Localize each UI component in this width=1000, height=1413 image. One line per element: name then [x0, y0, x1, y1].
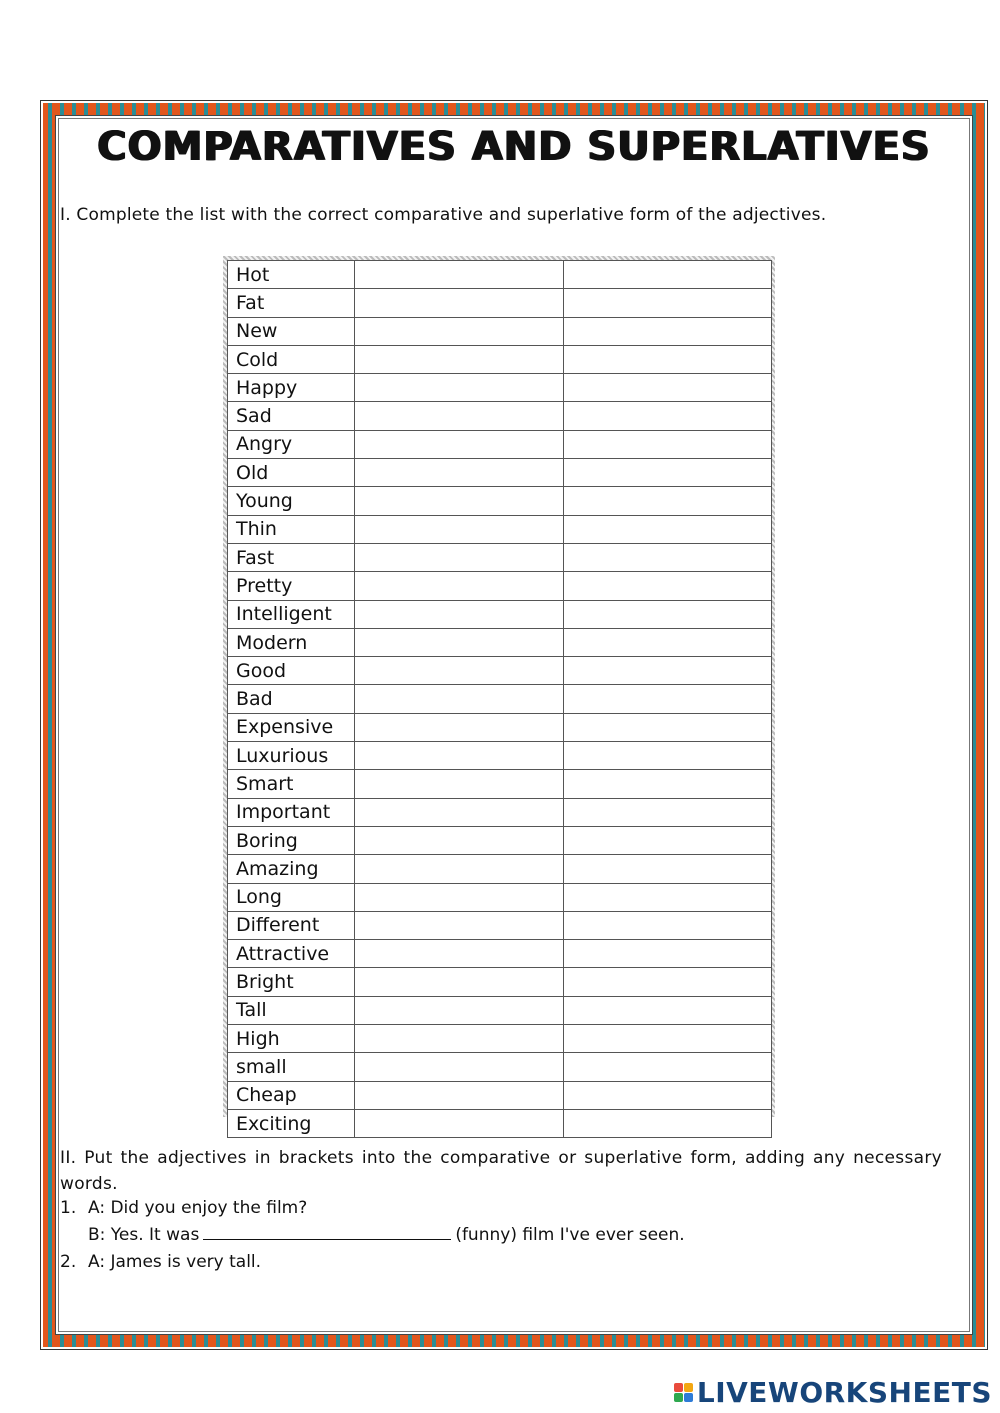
- table-row: [228, 1025, 772, 1053]
- superlative-answer-cell[interactable]: [564, 968, 772, 996]
- comparative-answer-cell[interactable]: [355, 345, 564, 373]
- liveworksheets-logo-text: LIVEWORKSHEETS: [696, 1376, 992, 1409]
- superlative-answer-cell[interactable]: [564, 855, 772, 883]
- logo-square-3: [674, 1393, 683, 1402]
- table-row: [228, 968, 772, 996]
- table-row: [228, 600, 772, 628]
- comparative-answer-cell[interactable]: [355, 487, 564, 515]
- table-row: [228, 572, 772, 600]
- superlative-answer-cell[interactable]: [564, 600, 772, 628]
- table-row: [228, 770, 772, 798]
- adjective-cell: Bright: [228, 968, 355, 996]
- liveworksheets-logo-icon: [674, 1383, 693, 1402]
- comparative-answer-cell[interactable]: [355, 1025, 564, 1053]
- comparative-answer-cell[interactable]: [355, 996, 564, 1024]
- comparative-answer-cell[interactable]: [355, 459, 564, 487]
- table-row: [228, 1109, 772, 1137]
- table-row: [228, 402, 772, 430]
- comparative-answer-cell[interactable]: [355, 628, 564, 656]
- table-row: [228, 798, 772, 826]
- superlative-answer-cell[interactable]: [564, 685, 772, 713]
- table-row: [228, 628, 772, 656]
- comparative-answer-cell[interactable]: [355, 572, 564, 600]
- comparative-answer-cell[interactable]: [355, 1081, 564, 1109]
- superlative-answer-cell[interactable]: [564, 657, 772, 685]
- adjective-cell: Expensive: [228, 713, 355, 741]
- comparative-answer-cell[interactable]: [355, 402, 564, 430]
- adjective-cell: Important: [228, 798, 355, 826]
- adjective-cell: Hot: [228, 261, 355, 289]
- superlative-answer-cell[interactable]: [564, 996, 772, 1024]
- comparative-answer-cell[interactable]: [355, 685, 564, 713]
- superlative-answer-cell[interactable]: [564, 345, 772, 373]
- comparative-answer-cell[interactable]: [355, 317, 564, 345]
- comparative-answer-cell[interactable]: [355, 289, 564, 317]
- superlative-answer-cell[interactable]: [564, 826, 772, 854]
- comparative-answer-cell[interactable]: [355, 1053, 564, 1081]
- superlative-answer-cell[interactable]: [564, 1025, 772, 1053]
- exercise-1-number: 1.: [60, 1198, 77, 1218]
- comparative-answer-cell[interactable]: [355, 770, 564, 798]
- adjective-cell: High: [228, 1025, 355, 1053]
- adjective-cell: Attractive: [228, 940, 355, 968]
- table-row: [228, 685, 772, 713]
- comparative-answer-cell[interactable]: [355, 600, 564, 628]
- adjective-table-frame: [223, 256, 775, 1135]
- table-row: [228, 261, 772, 289]
- adjective-cell: Cheap: [228, 1081, 355, 1109]
- superlative-answer-cell[interactable]: [564, 402, 772, 430]
- table-row: [228, 657, 772, 685]
- comparative-answer-cell[interactable]: [355, 515, 564, 543]
- superlative-answer-cell[interactable]: [564, 487, 772, 515]
- comparative-answer-cell[interactable]: [355, 543, 564, 571]
- superlative-answer-cell[interactable]: [564, 1053, 772, 1081]
- table-row: [228, 883, 772, 911]
- adjective-cell: Exciting: [228, 1109, 355, 1137]
- adjective-cell: Good: [228, 657, 355, 685]
- comparative-answer-cell[interactable]: [355, 883, 564, 911]
- adjective-cell: Smart: [228, 770, 355, 798]
- comparative-answer-cell[interactable]: [355, 430, 564, 458]
- comparative-answer-cell[interactable]: [355, 826, 564, 854]
- adjective-cell: Pretty: [228, 572, 355, 600]
- table-row: [228, 826, 772, 854]
- table-row: [228, 459, 772, 487]
- adjective-cell: Young: [228, 487, 355, 515]
- comparative-answer-cell[interactable]: [355, 713, 564, 741]
- comparative-answer-cell[interactable]: [355, 968, 564, 996]
- superlative-answer-cell[interactable]: [564, 515, 772, 543]
- superlative-answer-cell[interactable]: [564, 459, 772, 487]
- adjective-table: [227, 260, 772, 1138]
- adjective-cell: Luxurious: [228, 742, 355, 770]
- adjective-cell: Cold: [228, 345, 355, 373]
- adjective-cell: New: [228, 317, 355, 345]
- adjective-cell: Different: [228, 911, 355, 939]
- comparative-answer-cell[interactable]: [355, 1109, 564, 1137]
- adjective-cell: Happy: [228, 374, 355, 402]
- superlative-answer-cell[interactable]: [564, 940, 772, 968]
- superlative-answer-cell[interactable]: [564, 317, 772, 345]
- table-row: [228, 1081, 772, 1109]
- superlative-answer-cell[interactable]: [564, 770, 772, 798]
- adjective-cell: Boring: [228, 826, 355, 854]
- adjective-cell: Thin: [228, 515, 355, 543]
- superlative-answer-cell[interactable]: [564, 1109, 772, 1137]
- exercise-1-answer-line: [88, 1225, 685, 1245]
- superlative-answer-cell[interactable]: [564, 289, 772, 317]
- comparative-answer-cell[interactable]: [355, 940, 564, 968]
- table-row: [228, 855, 772, 883]
- adjective-cell: Long: [228, 883, 355, 911]
- adjective-cell: Amazing: [228, 855, 355, 883]
- adjective-cell: Sad: [228, 402, 355, 430]
- superlative-answer-cell[interactable]: [564, 911, 772, 939]
- adjective-cell: Bad: [228, 685, 355, 713]
- liveworksheets-logo: [674, 1376, 992, 1409]
- table-row: [228, 543, 772, 571]
- table-row: [228, 940, 772, 968]
- table-row: [228, 515, 772, 543]
- superlative-answer-cell[interactable]: [564, 374, 772, 402]
- superlative-answer-cell[interactable]: [564, 628, 772, 656]
- table-row: [228, 713, 772, 741]
- superlative-answer-cell[interactable]: [564, 261, 772, 289]
- comparative-answer-cell[interactable]: [355, 742, 564, 770]
- table-row: [228, 487, 772, 515]
- adjective-cell: Old: [228, 459, 355, 487]
- table-row: [228, 1053, 772, 1081]
- comparative-answer-cell[interactable]: [355, 374, 564, 402]
- comparative-answer-cell[interactable]: [355, 261, 564, 289]
- superlative-answer-cell[interactable]: [564, 798, 772, 826]
- logo-square-1: [674, 1383, 683, 1392]
- table-row: [228, 289, 772, 317]
- adjective-cell: Angry: [228, 430, 355, 458]
- exercise-1-answer-suffix: (funny) film I've ever seen.: [455, 1225, 685, 1245]
- comparative-answer-cell[interactable]: [355, 798, 564, 826]
- adjective-cell: Fast: [228, 543, 355, 571]
- adjective-cell: Intelligent: [228, 600, 355, 628]
- logo-square-2: [684, 1383, 693, 1392]
- adjective-cell: small: [228, 1053, 355, 1081]
- adjective-cell: Fat: [228, 289, 355, 317]
- table-row: [228, 742, 772, 770]
- exercise-2-number: 2.: [60, 1252, 77, 1272]
- worksheet-title: COMPARATIVES AND SUPERLATIVES: [97, 124, 931, 170]
- superlative-answer-cell[interactable]: [564, 742, 772, 770]
- table-row: [228, 911, 772, 939]
- superlative-answer-cell[interactable]: [564, 713, 772, 741]
- superlative-answer-cell[interactable]: [564, 430, 772, 458]
- exercise-1-question: A: Did you enjoy the film?: [88, 1198, 308, 1218]
- exercise-1-answer-prefix: B: Yes. It was: [88, 1225, 200, 1245]
- section-2-instruction: II. Put the adjectives in brackets into the comparative or superlative form, adding any necessary words.: [60, 1148, 942, 1194]
- table-row: [228, 374, 772, 402]
- section-1-instruction: I. Complete the list with the correct comparative and superlative form of the adjectives.: [60, 205, 827, 225]
- table-row: [228, 317, 772, 345]
- adjective-cell: Modern: [228, 628, 355, 656]
- superlative-answer-cell[interactable]: [564, 572, 772, 600]
- superlative-answer-cell[interactable]: [564, 1081, 772, 1109]
- comparative-answer-cell[interactable]: [355, 855, 564, 883]
- comparative-answer-cell[interactable]: [355, 911, 564, 939]
- exercise-1-answer-blank[interactable]: [203, 1225, 451, 1240]
- superlative-answer-cell[interactable]: [564, 883, 772, 911]
- comparative-answer-cell[interactable]: [355, 657, 564, 685]
- table-row: [228, 430, 772, 458]
- superlative-answer-cell[interactable]: [564, 543, 772, 571]
- table-row: [228, 345, 772, 373]
- adjective-cell: Tall: [228, 996, 355, 1024]
- table-row: [228, 996, 772, 1024]
- logo-square-4: [684, 1393, 693, 1402]
- exercise-2-question: A: James is very tall.: [88, 1252, 262, 1272]
